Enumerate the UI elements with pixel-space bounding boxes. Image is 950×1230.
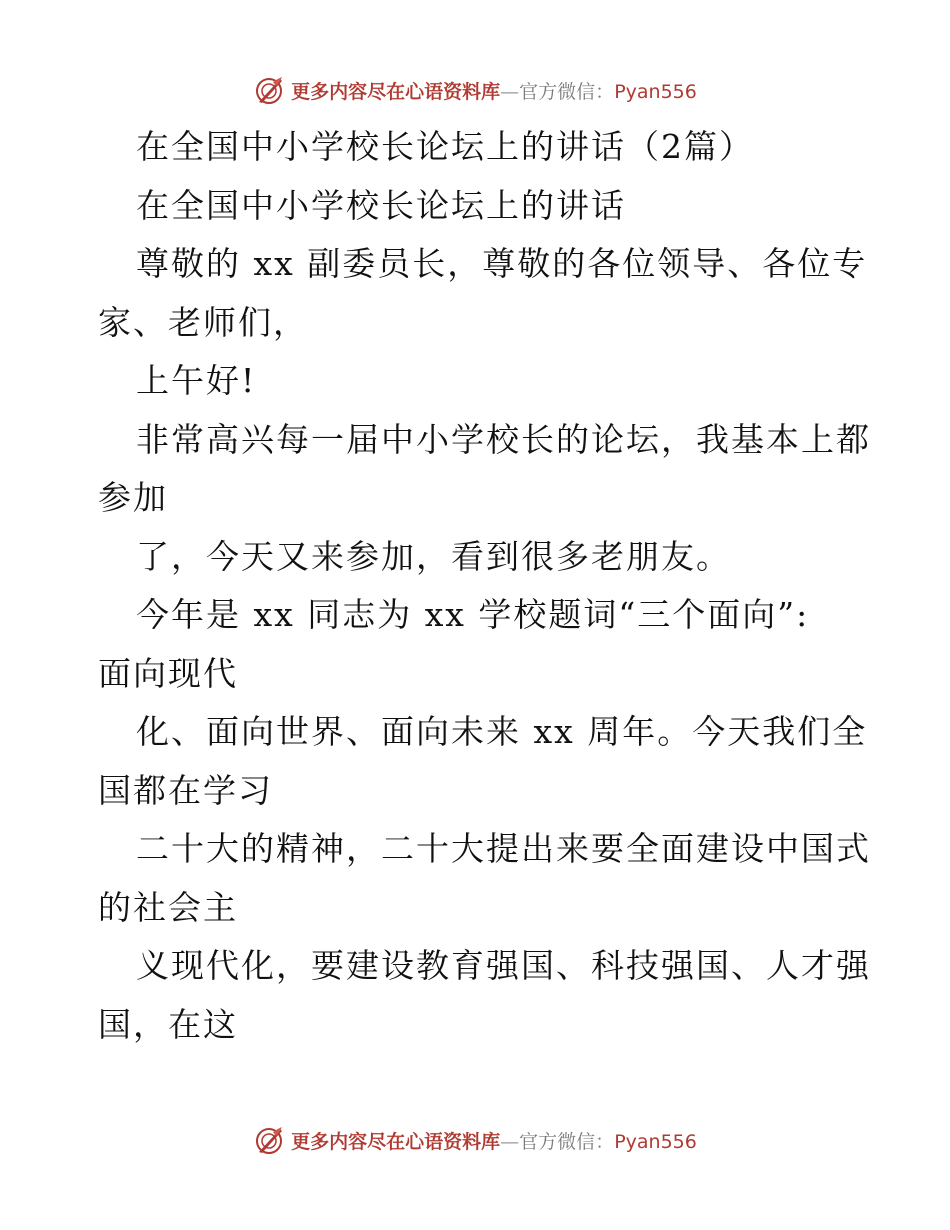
- text-line: 义现代化，要建设教育强国、科技强国、人才强: [136, 946, 871, 985]
- banner-colon: ：: [595, 1130, 615, 1153]
- promo-text: 更多内容尽在心语资料库: [291, 80, 501, 103]
- text-line: 化、面向世界、面向未来 xx 周年。今天我们全: [136, 712, 868, 751]
- text-line: 非常高兴每一届中小学校长的论坛，我基本上都: [136, 419, 871, 459]
- text-line: 今年是 xx 同志为 xx 学校题词“三个面向”:: [136, 595, 810, 634]
- text-line: 了，今天又来参加，看到很多老朋友。: [136, 536, 731, 576]
- text-line: 的社会主: [98, 887, 238, 927]
- banner-colon: ：: [595, 80, 615, 103]
- wechat-label: 官方微信: [519, 80, 596, 103]
- document-body: [98, 118, 871, 1054]
- text-line: 国，在这: [98, 1004, 238, 1044]
- banner-dash: —: [500, 80, 520, 103]
- wechat-label: 官方微信: [519, 1130, 596, 1153]
- document-title: 在全国中小学校长论坛上的讲话（2篇）: [136, 127, 754, 166]
- text-line: 家、老师们，: [98, 302, 308, 342]
- text-line: 国都在学习: [98, 770, 273, 810]
- text-line: 尊敬的 xx 副委员长，尊敬的各位领导、各位专: [136, 244, 868, 283]
- text-line: 上午好!: [136, 361, 257, 400]
- quill-logo-icon: [253, 1124, 285, 1156]
- text-line: 参加: [98, 478, 168, 517]
- banner-dash: —: [500, 1130, 520, 1153]
- banner-text: [291, 77, 697, 104]
- text-line: 二十大的精神，二十大提出来要全面建设中国式: [136, 829, 871, 868]
- wechat-id: Pyan556: [614, 1130, 697, 1153]
- promo-text: 更多内容尽在心语资料库: [291, 1130, 501, 1153]
- banner-text: [291, 1127, 697, 1154]
- speech-title: 在全国中小学校长论坛上的讲话: [136, 185, 626, 225]
- quill-logo-icon: [253, 74, 285, 106]
- footer-banner: [0, 1120, 950, 1160]
- wechat-id: Pyan556: [614, 80, 697, 103]
- header-banner: [0, 70, 950, 110]
- text-line: 面向现代: [98, 653, 238, 693]
